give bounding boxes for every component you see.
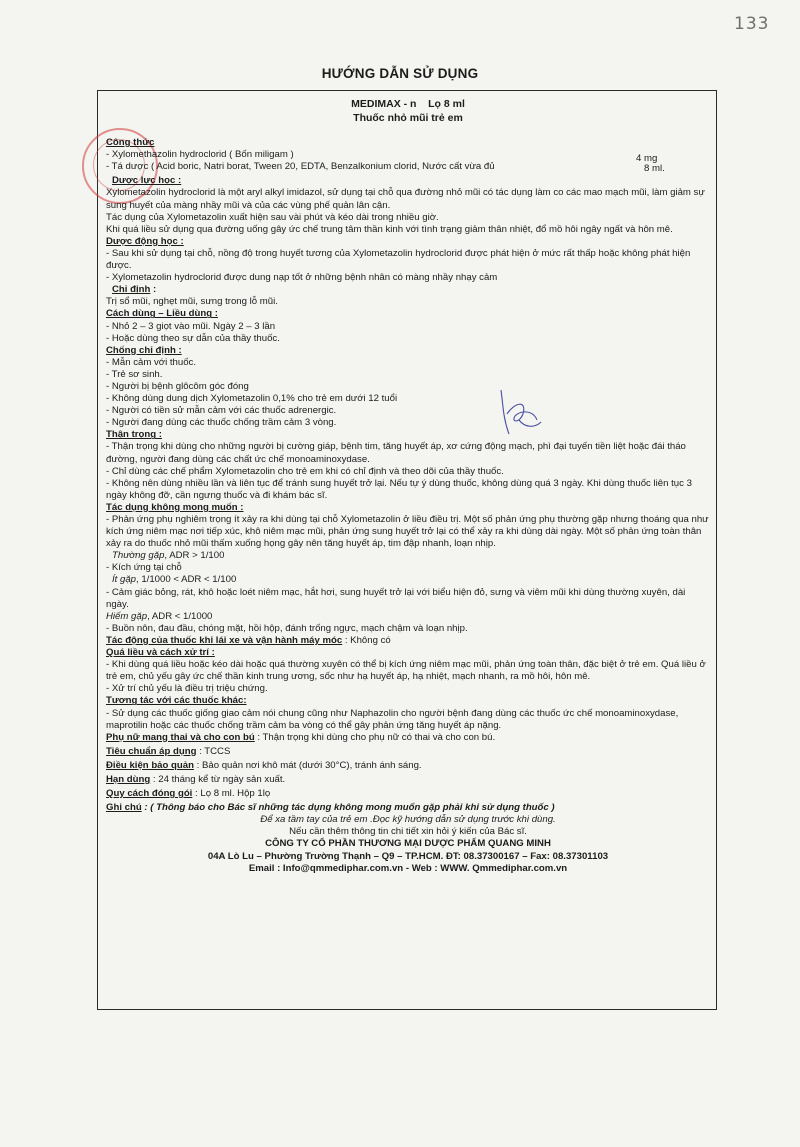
shelf-life-heading: Hạn dùng [106,773,151,785]
driving-row [106,635,710,647]
indications-colon: : [150,284,157,296]
standard-row [106,746,710,758]
rare-label: Hiếm gặp [106,610,148,622]
page-title: HƯỚNG DẪN SỬ DỤNG [321,66,479,81]
standard-value: : TCCS [196,745,231,757]
pharmacokinetics-heading: Dược động học : [106,235,184,247]
shelf-life-value: : 24 tháng kể từ ngày sản xuất. [150,773,286,785]
indications-heading-row [106,284,710,296]
storage-value: : Bảo quản nơi khô mát (dưới 30°C), tránh ánh sáng. [193,759,422,771]
packaging-value: : Lọ 8 ml. Hộp 1lọ [192,788,271,800]
contraindication-item: - Mẫn cảm với thuốc. [106,356,196,368]
rare-rate: , ADR < 1/1000 [147,610,213,622]
product-subtitle: Thuốc nhỏ mũi trẻ em [353,112,463,124]
storage-heading: Điều kiện bảo quản [106,759,194,771]
side-effects-heading: Tác dụng không mong muốn : [106,501,244,513]
product-name: MEDIMAX - n [351,98,417,110]
side-effects-intro: - Phản ứng phụ nghiêm trọng ít xảy ra khi dùng tại chỗ Xylometazolin ở liều điều trị. Một số phản ứng phụ thường gặp nhưng thoáng qua như kích ứng niêm mạc nơi tiếp xúc, khô niêm mạc mũi, phản ứng sung huyết trở lại có thể xảy ra khi dùng dài ngày. Một số phản ứng toàn thân xảy ra do thuốc nhỏ mũi thấm xuống họng gây nên tăng huyết áp, tim đập nhanh, loạn nhịp. [106,514,709,550]
indications-heading: Chỉ định [112,284,151,296]
precaution-item: - Chỉ dùng các chế phẩm Xylometazolin cho trẻ em khi có chỉ định và theo dõi của thầy thuốc. [106,465,504,477]
company-name: CÔNG TY CỔ PHẦN THƯƠNG MẠI DƯỢC PHẨM QUANG MINH [265,838,551,850]
side-effects-uncommon-item: - Cảm giác bỏng, rát, khô hoặc loét niêm mạc, hắt hơi, sung huyết trở lại với biểu hiện đỏ, sưng và viêm mũi khi dùng thường xuyên, dài ngày. [106,586,686,610]
company-contact: Email : Info@qmmediphar.com.vn - Web : WWW. Qmmediphar.com.vn [248,862,568,874]
precaution-item: - Không nên dùng nhiều lần và liên tục để tránh sung huyết trở lại. Nếu tự ý dùng thuốc, không dùng quá 3 ngày. Khi dùng thuốc liên tục 3 ngày không đỡ, cần ngưng thuốc và đi khám bác sĩ. [106,477,692,501]
contraindications-heading: Chống chỉ định : [106,344,182,356]
leaflet-content [106,97,710,875]
standard-heading: Tiêu chuẩn áp dụng [106,745,197,757]
packaging-row [106,788,710,800]
side-effects-rare-item: - Buồn nôn, đau đầu, chóng mặt, hồi hộp, đánh trống ngực, mạch chậm và loạn nhịp. [106,622,468,634]
pharmacokinetics-line: - Xylometazolin hydroclorid được dung nạp tốt ở những bệnh nhân có màng nhầy nhạy cảm [106,272,498,284]
contraindication-item: - Người bị bệnh glôcôm góc đóng [106,380,249,392]
pharmacodynamics-line: Tác dụng của Xylometazolin xuất hiện sau vài phút và kéo dài trong nhiều giờ. [106,211,439,223]
uncommon-label: Ít gặp [112,574,137,586]
common-rate: , ADR > 1/100 [164,550,225,562]
product-pack: Lọ 8 ml [428,98,465,110]
formula-amounts [636,153,710,175]
overdose-heading: Quá liều và cách xử trí : [106,647,215,659]
contraindication-item: - Không dùng dung dịch Xylometazolin 0,1% cho trẻ em dưới 12 tuổi [106,393,398,405]
pregnancy-value: : Thận trọng khi dùng cho phụ nữ có thai và cho con bú. [254,731,496,743]
contraindication-item: - Trẻ sơ sinh. [106,368,163,380]
side-effects-common [106,550,710,562]
note-heading: Ghi chú [106,802,142,814]
precautions-heading: Thận trọng : [106,429,162,441]
overdose-line: - Khi dùng quá liều hoặc kéo dài hoặc quá thường xuyên có thể bị kích ứng niêm mạc mũi, phản ứng toàn thân, đặc biệt ở trẻ em. Quá liều ở trẻ em, chủ yếu gây ức chế thần kinh trung ương, sốc như hạ huyết áp, hạ nhiệt, mạch nhanh, ra mồ hôi, hôn mê. [106,659,706,683]
formula-active-amount: 4 mg [636,153,658,165]
pharmacodynamics-heading: Dược lực học : [112,175,182,187]
side-effects-rare [106,611,710,623]
contraindication-item: - Người đang dùng các thuốc chống trầm cảm 3 vòng. [106,417,337,429]
note-line-3: Nếu cần thêm thông tin chi tiết xin hỏi ý kiến của Bác sĩ. [289,826,527,838]
dosage-heading: Cách dùng – Liều dùng : [106,308,218,320]
pregnancy-row [106,732,710,744]
common-label: Thường gặp [112,550,165,562]
interactions-text: - Sử dụng các thuốc giống giao cảm nói chung cũng như Naphazolin cho người bệnh đang dùng các thuốc ức chế monoaminoxydase, maprotilin hoặc các thuốc chống trầm cảm ba vòng có thể gây phản ứng tăng huyết áp nặng. [106,707,679,731]
overdose-line: - Xử trí chủ yếu là điều trị triệu chứng. [106,683,268,695]
formula-excipient-amount: 8 ml. [644,163,665,175]
shelf-life-row [106,774,710,786]
interactions-heading: Tương tác với các thuốc khác: [106,695,247,707]
pharmacodynamics-line: Khi quá liều sử dụng qua đường uống gây ức chế trung tâm thần kinh với tình trạng giảm thân nhiệt, đổ mồ hôi ngây ngất và hôn mê. [106,223,673,235]
note-line-2: Để xa tầm tay của trẻ em .Đọc kỹ hướng dẫn sử dụng trước khi dùng. [260,814,556,826]
uncommon-rate: , 1/1000 < ADR < 1/100 [136,574,237,586]
product-line [106,97,710,111]
pharmacokinetics-line: - Sau khi sử dụng tại chỗ, nồng độ trong huyết tương của Xylometazolin hydroclorid được phát hiện ở mức rất thấp hoặc không phát hiện được. [106,247,691,272]
formula-excipients: - Tá dược ( Acid boric, Natri borat, Tween 20, EDTA, Benzalkonium clorid, Nước cất vừa đủ [106,161,495,173]
note-value: : ( Thông báo cho Bác sĩ những tác dụng không mong muốn gặp phải khi sử dụng thuốc ) [141,802,555,814]
dosage-line: - Hoặc dùng theo sự dẫn của thầy thuốc. [106,332,280,344]
pregnancy-heading: Phụ nữ mang thai và cho con bú [106,731,255,743]
pharmacodynamics-line: Xylometazolin hydroclorid là một aryl alkyl imidazol, sử dụng tại chỗ qua đường nhỏ mũi có tác dụng làm co các mao mạch mũi, làm giảm sự sung huyết của màng nhầy mũi và của các vùng phế quản lân cận. [106,187,705,211]
dosage-line: - Nhỏ 2 – 3 giọt vào mũi. Ngày 2 – 3 lần [106,320,276,332]
formula-line-1 [106,149,710,161]
indications-line: Trị sổ mũi, nghẹt mũi, sưng trong lỗ mũi. [106,296,278,308]
page-number: 133 [734,14,770,34]
side-effects-common-item: - Kích ứng tại chỗ [106,562,182,574]
company-address: 04A Lò Lu – Phường Trường Thạnh – Q9 – TP.HCM. ĐT: 08.37300167 – Fax: 08.37301103 [207,850,609,862]
precaution-item: - Thận trọng khi dùng cho những người bị cường giáp, bệnh tim, tăng huyết áp, xơ cứng động mạch, phì đại tuyến tiền liệt hoặc đái tháo đường, người đang dùng các chất ức chế monoaminoxydase. [106,441,686,465]
side-effects-uncommon [106,574,710,586]
storage-row [106,760,710,772]
formula-active: - Xylomethazolin hydroclorid ( Bốn miligam ) [106,149,294,161]
packaging-heading: Quy cách đóng gói [106,788,193,800]
note-row [106,802,710,814]
driving-value: : Không có [342,634,391,646]
driving-heading: Tác động của thuốc khi lái xe và vận hành máy móc [106,634,343,646]
formula-heading: Công thức [106,137,155,148]
contraindication-item: - Người có tiền sử mẫn cảm với các thuốc adrenergic. [106,405,337,417]
